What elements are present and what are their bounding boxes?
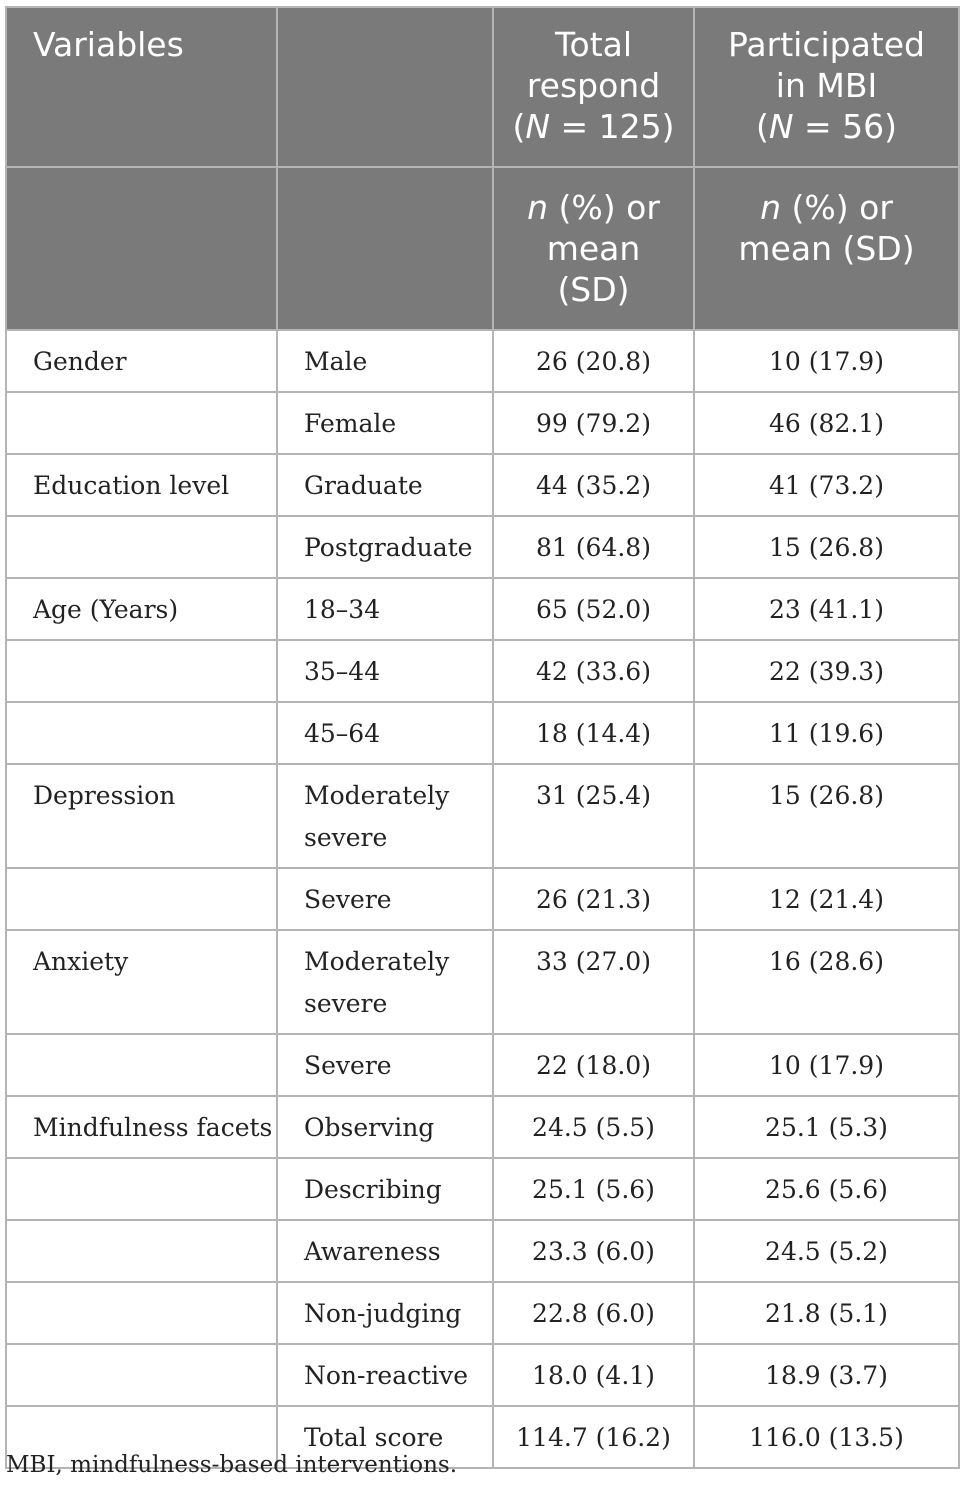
- mbi-cell: 25.1 (5.3): [694, 1096, 959, 1158]
- table-row: [6, 516, 959, 578]
- header-mbi-n-label: N: [768, 107, 794, 146]
- header-total-stat-n: n: [527, 188, 549, 227]
- table-row: [6, 392, 959, 454]
- category-cell: Observing: [277, 1096, 493, 1158]
- table-header: [6, 7, 959, 330]
- table-row: [6, 454, 959, 516]
- category-cell: 18–34: [277, 578, 493, 640]
- header-total-respond: Total respond (N = 125): [493, 7, 694, 167]
- header-participated-mbi: Participated in MBI (N = 56): [694, 7, 959, 167]
- category-cell: Moderately severe: [277, 764, 493, 868]
- variable-cell: [6, 1282, 277, 1344]
- category-cell: Severe: [277, 1034, 493, 1096]
- mbi-cell: 22 (39.3): [694, 640, 959, 702]
- header-variables: Variables: [6, 7, 277, 167]
- header-total-stat-rest: (%) or: [558, 188, 660, 227]
- total-respond-cell: 33 (27.0): [493, 930, 694, 1034]
- header-total-stat-line3: (SD): [557, 270, 630, 309]
- total-respond-cell: 44 (35.2): [493, 454, 694, 516]
- header-total-n-value: = 125): [560, 107, 675, 146]
- table-row: [6, 330, 959, 392]
- table-row: [6, 930, 959, 1034]
- category-cell: Male: [277, 330, 493, 392]
- header-mbi-line1: Participated: [728, 25, 925, 64]
- total-respond-cell: 42 (33.6): [493, 640, 694, 702]
- header-mbi-stat-line2: mean (SD): [738, 229, 915, 268]
- mbi-cell: 25.6 (5.6): [694, 1158, 959, 1220]
- header-mbi-stat-n: n: [760, 188, 782, 227]
- variable-cell: [6, 1158, 277, 1220]
- total-respond-cell: 22.8 (6.0): [493, 1282, 694, 1344]
- table-row: [6, 1220, 959, 1282]
- header-blank-1: [6, 167, 277, 330]
- total-respond-cell: 25.1 (5.6): [493, 1158, 694, 1220]
- category-cell: Non-judging: [277, 1282, 493, 1344]
- category-cell: 45–64: [277, 702, 493, 764]
- header-blank-2: [277, 167, 493, 330]
- table-row: [6, 868, 959, 930]
- table-row: [6, 1096, 959, 1158]
- mbi-cell: 21.8 (5.1): [694, 1282, 959, 1344]
- variable-cell: [6, 1344, 277, 1406]
- category-cell: Describing: [277, 1158, 493, 1220]
- table-row: [6, 1158, 959, 1220]
- category-cell: Non-reactive: [277, 1344, 493, 1406]
- variable-cell: [6, 516, 277, 578]
- header-total-line2: respond: [526, 66, 661, 105]
- header-total-stat-line2: mean: [546, 229, 641, 268]
- header-total-stat: [493, 167, 694, 330]
- table-row: [6, 1282, 959, 1344]
- total-respond-cell: 18.0 (4.1): [493, 1344, 694, 1406]
- variable-cell: Mindfulness facets: [6, 1096, 277, 1158]
- header-total-line1: Total: [554, 25, 633, 64]
- mbi-cell: 10 (17.9): [694, 1034, 959, 1096]
- variable-cell: Depression: [6, 764, 277, 868]
- category-cell: Awareness: [277, 1220, 493, 1282]
- total-respond-cell: 26 (20.8): [493, 330, 694, 392]
- header-mbi-stat-rest: (%) or: [791, 188, 893, 227]
- header-mbi-n-value: = 56): [804, 107, 898, 146]
- variable-cell: [6, 1034, 277, 1096]
- header-total-n-label: N: [525, 107, 551, 146]
- header-mbi-line2: in MBI: [775, 66, 878, 105]
- variable-cell: Education level: [6, 454, 277, 516]
- table-row: [6, 1034, 959, 1096]
- category-cell: 35–44: [277, 640, 493, 702]
- header-subcategory: [277, 7, 493, 167]
- mbi-cell: 116.0 (13.5): [694, 1406, 959, 1468]
- header-mbi-stat: [694, 167, 959, 330]
- mbi-cell: 16 (28.6): [694, 930, 959, 1034]
- mbi-cell: 23 (41.1): [694, 578, 959, 640]
- table-row: [6, 578, 959, 640]
- table-row: [6, 702, 959, 764]
- total-respond-cell: 26 (21.3): [493, 868, 694, 930]
- variable-cell: [6, 702, 277, 764]
- mbi-cell: 46 (82.1): [694, 392, 959, 454]
- variable-cell: [6, 1220, 277, 1282]
- variable-cell: [6, 868, 277, 930]
- table-body: [6, 330, 959, 1468]
- category-cell: Graduate: [277, 454, 493, 516]
- mbi-cell: 10 (17.9): [694, 330, 959, 392]
- total-respond-cell: 114.7 (16.2): [493, 1406, 694, 1468]
- total-respond-cell: 65 (52.0): [493, 578, 694, 640]
- total-respond-cell: 24.5 (5.5): [493, 1096, 694, 1158]
- mbi-cell: 18.9 (3.7): [694, 1344, 959, 1406]
- variable-cell: [6, 640, 277, 702]
- variable-cell: Gender: [6, 330, 277, 392]
- table-row: [6, 1344, 959, 1406]
- mbi-cell: 15 (26.8): [694, 516, 959, 578]
- table-row: [6, 764, 959, 868]
- mbi-cell: 15 (26.8): [694, 764, 959, 868]
- category-cell: Female: [277, 392, 493, 454]
- mbi-cell: 41 (73.2): [694, 454, 959, 516]
- category-cell: Total score: [277, 1406, 493, 1468]
- total-respond-cell: 18 (14.4): [493, 702, 694, 764]
- table-row: [6, 640, 959, 702]
- total-respond-cell: 81 (64.8): [493, 516, 694, 578]
- category-cell: Postgraduate: [277, 516, 493, 578]
- total-respond-cell: 23.3 (6.0): [493, 1220, 694, 1282]
- variable-cell: [6, 392, 277, 454]
- mbi-cell: 11 (19.6): [694, 702, 959, 764]
- mbi-cell: 12 (21.4): [694, 868, 959, 930]
- category-cell: Moderately severe: [277, 930, 493, 1034]
- mbi-cell: 24.5 (5.2): [694, 1220, 959, 1282]
- table-footnote: MBI, mindfulness-based interventions.: [6, 1452, 458, 1478]
- category-cell: Severe: [277, 868, 493, 930]
- total-respond-cell: 99 (79.2): [493, 392, 694, 454]
- demographics-table: [5, 6, 960, 1469]
- total-respond-cell: 31 (25.4): [493, 764, 694, 868]
- variable-cell: Age (Years): [6, 578, 277, 640]
- total-respond-cell: 22 (18.0): [493, 1034, 694, 1096]
- variable-cell: Anxiety: [6, 930, 277, 1034]
